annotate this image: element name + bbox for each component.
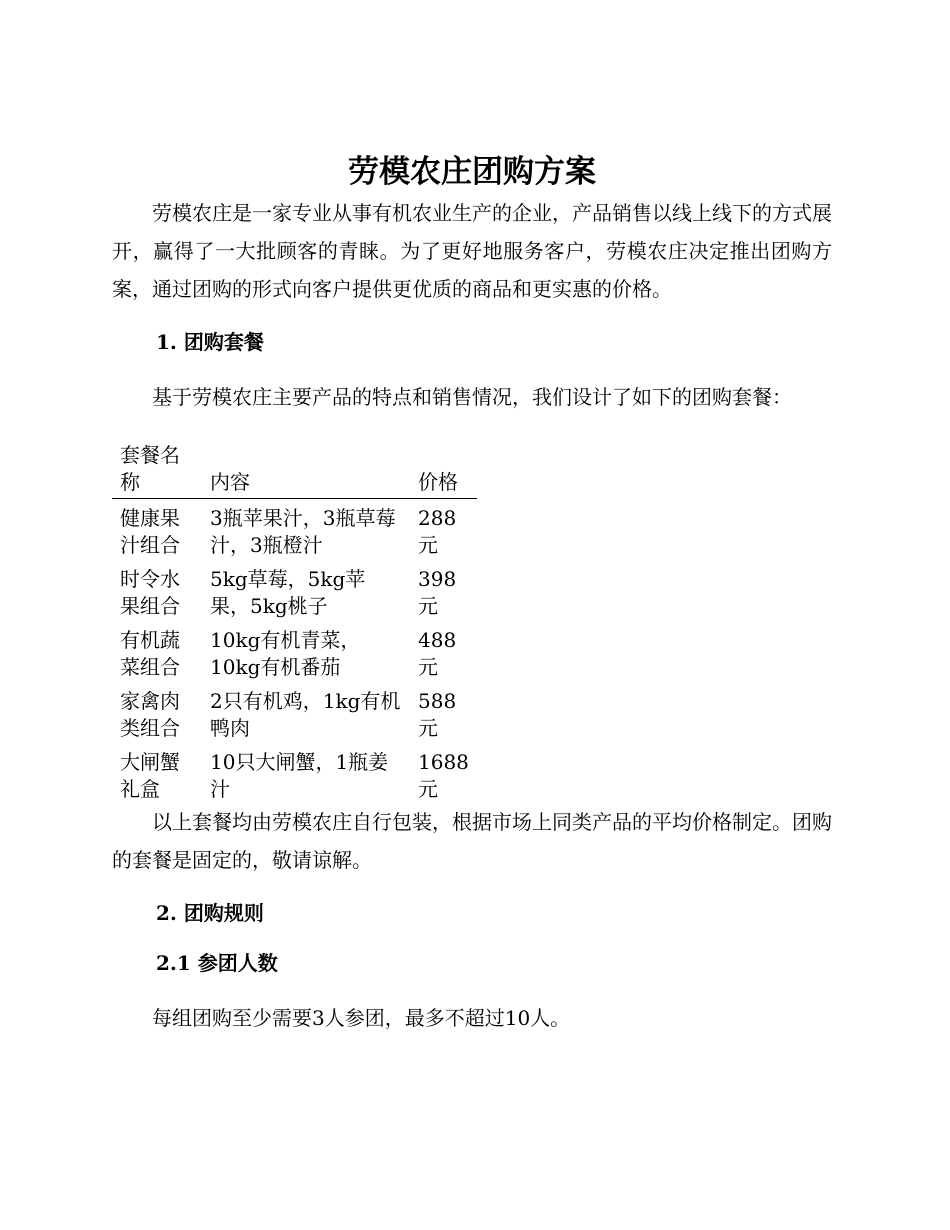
table-cell-price: 488元: [418, 628, 457, 679]
section-heading-rules: 2. 团购规则: [156, 901, 264, 925]
table-cell-contents: 10只大闸蟹，1瓶姜汁: [210, 750, 389, 801]
table-header-cell: 内容: [202, 442, 410, 499]
packages-note-paragraph: 以上套餐均由劳模农庄自行包装，根据市场上同类产品的平均价格制定。团购的套餐是固定的，敬请谅解。: [112, 810, 832, 872]
packages-intro-paragraph: 基于劳模农庄主要产品的特点和销售情况，我们设计了如下的团购套餐：: [152, 385, 792, 409]
table-cell-price: 1688元: [418, 750, 469, 801]
table-cell-price: 288元: [418, 506, 457, 557]
table-header-cell: 套餐名称: [112, 442, 202, 499]
package-table: [112, 442, 477, 803]
table-cell-package-name: 家禽肉类组合: [120, 689, 180, 740]
table-cell-price: 588元: [418, 689, 457, 740]
section-heading-packages: 1. 团购套餐: [156, 330, 264, 354]
table-row: [112, 742, 477, 803]
table-row: [112, 620, 477, 681]
table-cell-contents: 3瓶苹果汁，3瓶草莓汁，3瓶橙汁: [210, 506, 396, 557]
table-header-row: [112, 442, 477, 499]
table-cell-price: 398元: [418, 567, 457, 618]
subsection-heading-group-size: 2.1 参团人数: [156, 951, 278, 975]
table-row: [112, 681, 477, 742]
table-cell-package-name: 健康果汁组合: [120, 506, 180, 557]
table-header-cell: 价格: [410, 442, 477, 499]
document-page: [112, 150, 832, 1037]
table-row: [112, 499, 477, 560]
table-cell-contents: 2只有机鸡，1kg有机鸭肉: [210, 689, 401, 740]
group-size-paragraph: 每组团购至少需要3人参团，最多不超过10人。: [152, 1006, 571, 1030]
table-cell-package-name: 时令水果组合: [120, 567, 180, 618]
table-cell-contents: 10kg有机青菜，10kg有机番茄: [210, 628, 361, 679]
table-cell-contents: 5kg草莓，5kg苹果，5kg桃子: [210, 567, 366, 618]
document-title: 劳模农庄团购方案: [348, 154, 596, 190]
table-cell-package-name: 大闸蟹礼盒: [120, 750, 180, 801]
intro-paragraph: 劳模农庄是一家专业从事有机农业生产的企业，产品销售以线上线下的方式展开，赢得了一大批顾客的青睐。为了更好地服务客户，劳模农庄决定推出团购方案，通过团购的形式向客户提供更优质的商品和更实惠的价格。: [112, 201, 832, 301]
table-row: [112, 559, 477, 620]
table-cell-package-name: 有机蔬菜组合: [120, 628, 180, 679]
